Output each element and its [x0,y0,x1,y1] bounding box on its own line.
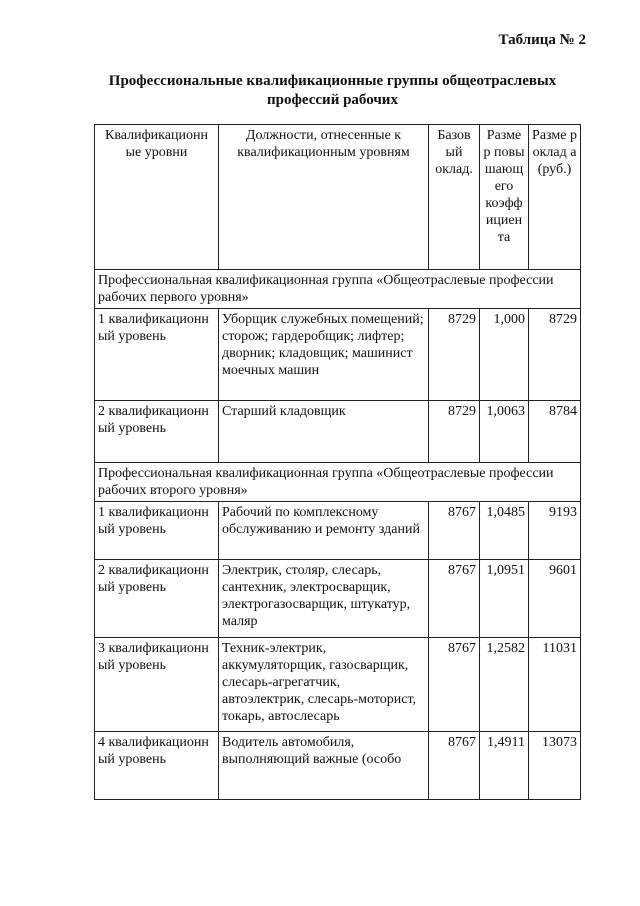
header-salary: Разме р оклад а (руб.) [529,125,581,270]
table-row [95,638,581,732]
group-row [95,270,581,309]
salary-cell: 8729 [529,309,581,401]
salary-cell: 13073 [529,732,581,800]
positions-cell: Электрик, столяр, слесарь, сантехник, электросварщик, электрогазосварщик, штукатур, маляр [219,560,429,638]
table-number: Таблица № 2 [498,32,586,48]
table-row [95,560,581,638]
header-base-salary: Базов ый оклад. [429,125,480,270]
table-row [95,401,581,463]
group-title: Профессиональная квалификационная группа «Общеотраслевые профессии рабочих второго уровня» [95,463,581,502]
coef-cell: 1,2582 [480,638,529,732]
positions-cell: Уборщик служебных помещений; сторож; гардеробщик; лифтер; дворник; кладовщик; машинист моечных машин [219,309,429,401]
group-title: Профессиональная квалификационная группа «Общеотраслевые профессии рабочих первого уровня» [95,270,581,309]
level-cell: 4 квалификационн ый уровень [95,732,219,800]
table-row [95,732,581,800]
level-cell: 2 квалификационн ый уровень [95,401,219,463]
base-cell: 8767 [429,502,480,560]
salary-cell: 9193 [529,502,581,560]
base-cell: 8729 [429,309,480,401]
coef-cell: 1,0485 [480,502,529,560]
group-row [95,463,581,502]
header-row [95,125,581,270]
positions-cell: Техник-электрик, аккумуляторщик, газосварщик, слесарь-агрегатчик, автоэлектрик, слесарь-моторист, токарь, автослесарь [219,638,429,732]
base-cell: 8729 [429,401,480,463]
level-cell: 2 квалификационн ый уровень [95,560,219,638]
base-cell: 8767 [429,560,480,638]
coef-cell: 1,000 [480,309,529,401]
positions-cell: Водитель автомобиля, выполняющий важные (особо [219,732,429,800]
header-positions: Должности, отнесенные к квалификационным уровням [219,125,429,270]
coef-cell: 1,0063 [480,401,529,463]
table-row [95,502,581,560]
header-coefficient: Разме р повы шающ его коэфф ициен та [480,125,529,270]
document-title: Профессиональные квалификационные группы общеотраслевых профессий рабочих [108,73,557,108]
salary-cell: 9601 [529,560,581,638]
positions-cell: Рабочий по комплексному обслуживанию и ремонту зданий [219,502,429,560]
coef-cell: 1,0951 [480,560,529,638]
positions-cell: Старший кладовщик [219,401,429,463]
coef-cell: 1,4911 [480,732,529,800]
base-cell: 8767 [429,732,480,800]
table-row [95,309,581,401]
salary-table [94,124,581,800]
level-cell: 1 квалификационн ый уровень [95,502,219,560]
level-cell: 1 квалификационн ый уровень [95,309,219,401]
salary-cell: 11031 [529,638,581,732]
salary-cell: 8784 [529,401,581,463]
level-cell: 3 квалификационн ый уровень [95,638,219,732]
base-cell: 8767 [429,638,480,732]
header-levels: Квалификационн ые уровни [95,125,219,270]
